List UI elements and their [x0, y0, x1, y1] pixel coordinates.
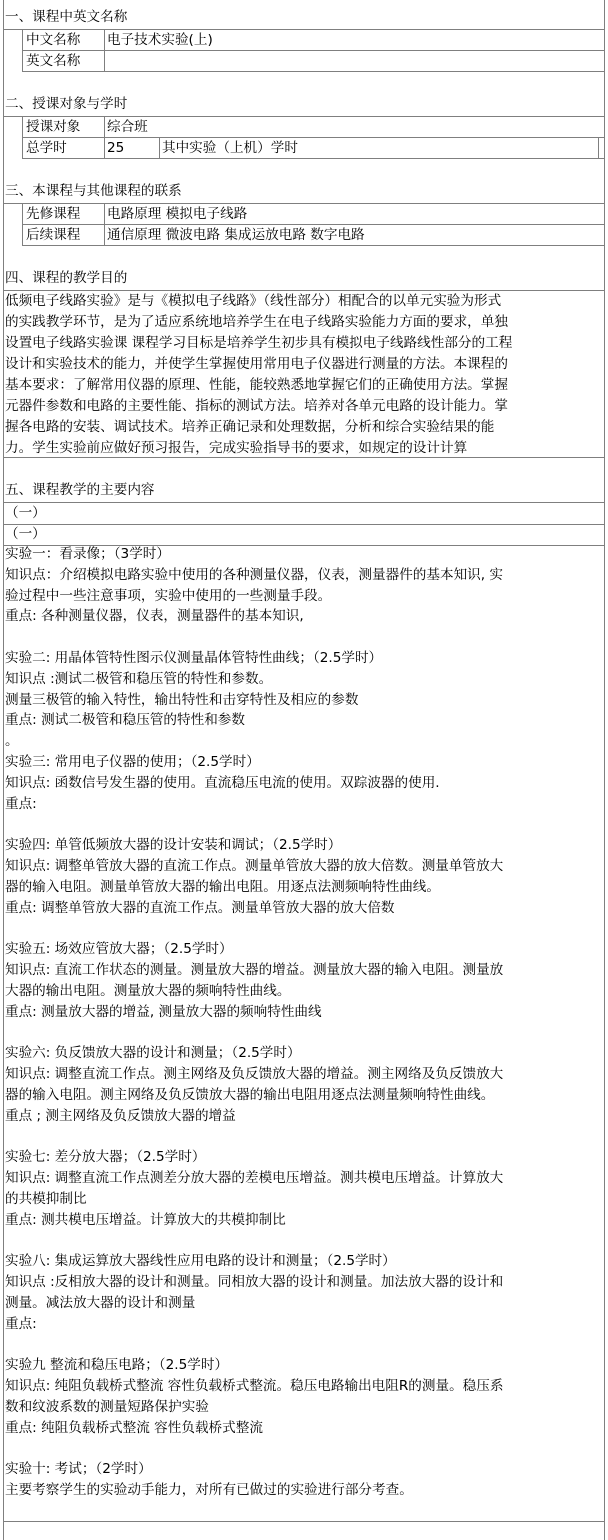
content-line: 器的输入电阻。测量单管放大器的输出电阻。用逐点法测频响特性曲线。: [5, 878, 440, 895]
content-line: 数和纹波系数的测量短路保护实验: [5, 1398, 209, 1415]
rule: [598, 137, 599, 158]
content-line: 实验二: 用晶体管特性图示仪测量晶体管特性曲线；（2.5学时）: [5, 650, 383, 666]
rule: [22, 29, 23, 71]
section-3-heading: 三、本课程与其他课程的联系: [5, 183, 182, 199]
frame-right-border: [604, 0, 605, 1540]
content-line: 知识点: 调整直流工作点。测主网络及负反馈放大器的增益。测主网络及负反馈放大: [5, 1066, 504, 1082]
rule: [22, 116, 23, 158]
content-line: 知识点：介绍模拟电路实验中使用的各种测量仪器，仪表，测量器件的基本知识, 实: [5, 566, 504, 583]
content-line: 重点:: [5, 1315, 37, 1332]
objective-line: 低频电子线路实验》是与《模拟电子线路》（线性部分）相配合的以单元实验为形式: [5, 293, 502, 309]
label-prerequisite: 先修课程: [26, 206, 81, 222]
rule: [22, 203, 23, 245]
content-line: 重点: 测共模电压增益。计算放大的共模抑制比: [5, 1211, 286, 1228]
content-line: 重点: 纯阻负载桥式整流 容性负载桥式整流: [5, 1419, 263, 1436]
content-line: 重点:: [5, 795, 37, 812]
content-line: 。: [5, 733, 19, 750]
rule: [3, 1521, 605, 1522]
content-line: 重点: 调整单管放大器的直流工作点。测量单管放大器的放大倍数: [5, 899, 395, 916]
content-line: 器的输入电阻。测主网络及负反馈放大器的输出电阻用逐点法测量频响特性曲线。: [5, 1086, 495, 1103]
rule: [3, 290, 605, 291]
content-line: 知识点: 函数信号发生器的使用。直流稳压电流的使用。双踪波器的使用.: [5, 774, 440, 791]
content-line: 实验十: 考试；（2学时）: [5, 1461, 152, 1478]
frame-left-border: [3, 0, 4, 1540]
content-line: 验过程中一些注意事项，实验中使用的一些测量手段。: [5, 587, 332, 604]
content-line: 实验七: 差分放大器；（2.5学时）: [5, 1149, 206, 1166]
label-chinese-name: 中文名称: [26, 32, 81, 48]
rule: [3, 524, 605, 525]
objective-line: 元器件参数和电路的主要性能、指标的测试方法。培养对各单元电路的设计能力。掌: [5, 398, 508, 414]
content-line: 知识点 :反相放大器的设计和测量。同相放大器的设计和测量。加法放大器的设计和: [5, 1274, 504, 1290]
content-line: 实验三: 常用电子仪器的使用；（2.5学时）: [5, 754, 260, 770]
value-followup: 通信原理 微波电路 集成运放电路 数字电路: [107, 227, 365, 243]
rule: [104, 116, 105, 158]
label-total-hours: 总学时: [26, 140, 67, 156]
label-audience: 授课对象: [26, 119, 81, 135]
content-line: 重点: 各种测量仪器，仪表，测量器件的基本知识,: [5, 608, 304, 625]
rule: [3, 29, 605, 30]
content-line: 大器的输出电阻。测量放大器的频响特性曲线。: [5, 982, 291, 999]
section-2-heading: 二、授课对象与学时: [5, 96, 128, 112]
rule: [22, 137, 605, 138]
content-line: 知识点: 纯阻负载桥式整流 容性负载桥式整流。稳压电路输出电阻R的测量。稳压系: [5, 1378, 504, 1394]
rule: [159, 137, 160, 158]
objective-line: 握各电路的安装、调试技术。培养正确记录和处理数据，分析和综合实验结果的能: [5, 419, 495, 435]
objective-line: 设计和实验技术的能力，并使学生掌握使用常用电子仪器进行测量的方法。本课程的: [5, 356, 508, 372]
subsection-marker: （一）: [5, 505, 46, 521]
value-total-hours: 25: [107, 140, 125, 156]
content-line: 实验八: 集成运算放大器线性应用电路的设计和测量；（2.5学时）: [5, 1253, 396, 1270]
rule: [3, 116, 605, 117]
subsection-marker: （一）: [5, 526, 46, 542]
content-line: 重点: 测量放大器的增益, 测量放大器的频响特性曲线: [5, 1003, 322, 1020]
content-line: 知识点: 调整单管放大器的直流工作点。测量单管放大器的放大倍数。测量单管放大: [5, 858, 504, 874]
content-line: 测量。减法放大器的设计和测量: [5, 1294, 196, 1311]
content-line: 的共模抑制比: [5, 1190, 87, 1207]
value-prerequisite: 电路原理 模拟电子线路: [107, 206, 248, 222]
objective-line: 设置电子线路实验课 课程学习目标是培养学生初步具有模拟电子线路线性部分的工程: [5, 335, 513, 351]
rule: [22, 224, 605, 225]
content-line: 实验一：看录像；（3学时）: [5, 546, 170, 562]
rule: [22, 71, 605, 72]
rule: [22, 245, 605, 246]
section-5-heading: 五、课程教学的主要内容: [5, 482, 155, 498]
content-line: 实验六: 负反馈放大器的设计和测量；（2.5学时）: [5, 1045, 301, 1062]
content-line: 实验四: 单管低频放大器的设计安装和调试；（2.5学时）: [5, 837, 342, 854]
section-4-heading: 四、课程的教学目的: [5, 270, 128, 286]
content-line: 测量三极管的输入特性，输出特性和击穿特性及相应的参数: [5, 691, 359, 708]
content-line: 知识点: 调整直流工作点测差分放大器的差模电压增益。测共模电压增益。计算放大: [5, 1170, 504, 1186]
note-lab-hours: 其中实验（上机）学时: [162, 140, 298, 156]
content-line: 知识点: 直流工作状态的测量。测量放大器的增益。测量放大器的输入电阻。测量放: [5, 962, 504, 978]
rule: [3, 203, 605, 204]
value-chinese-name: 电子技术实验(上): [107, 32, 213, 48]
label-followup: 后续课程: [26, 227, 81, 243]
content-line: 重点 ; 测主网络及负反馈放大器的增益: [5, 1107, 236, 1124]
objective-line: 力。学生实验前应做好预习报告，完成实验指导书的要求，如规定的设计计算: [5, 440, 468, 456]
rule: [3, 457, 605, 458]
objective-line: 的实践教学环节，是为了适应系统地培养学生在电子线路实验能力方面的要求，单独: [5, 314, 508, 330]
rule: [22, 50, 605, 51]
content-line: 主要考察学生的实验动手能力，对所有已做过的实验进行部分考查。: [5, 1482, 413, 1498]
value-audience: 综合班: [107, 119, 148, 135]
rule: [3, 502, 605, 503]
section-1-heading: 一、课程中英文名称: [5, 9, 128, 25]
content-line: 实验九 整流和稳压电路；（2.5学时）: [5, 1357, 229, 1374]
rule: [104, 203, 105, 245]
rule: [22, 158, 605, 159]
content-line: 知识点 :测试二极管和稳压管的特性和参数。: [5, 670, 273, 687]
content-line: 实验五: 场效应管放大器；（2.5学时）: [5, 941, 233, 958]
label-english-name: 英文名称: [26, 53, 81, 69]
rule: [104, 29, 105, 71]
content-line: 重点: 测试二极管和稳压管的特性和参数: [5, 712, 245, 729]
objective-line: 基本要求：了解常用仪器的原理、性能，能较熟悉地掌握它们的正确使用方法。掌握: [5, 377, 508, 393]
